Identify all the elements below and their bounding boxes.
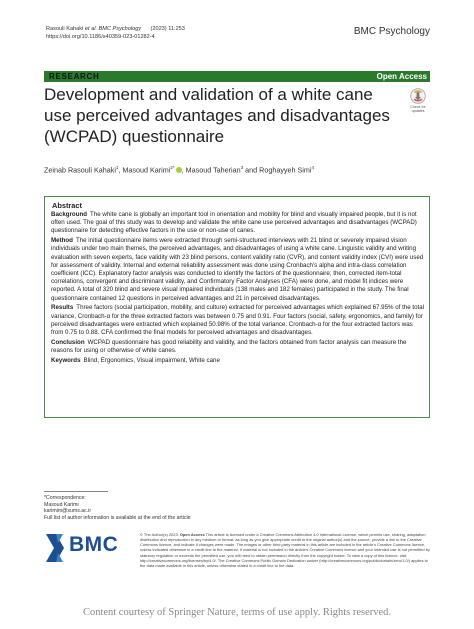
abstract-heading: Abstract <box>52 201 82 210</box>
page-footer: Content courtesy of Springer Nature, terms of use apply. Rights reserved. <box>82 607 392 618</box>
correspondence-block <box>44 495 190 521</box>
check-for-updates-button[interactable] <box>407 88 429 113</box>
author-name: , Masoud Taherian <box>181 165 241 175</box>
section-text: Three factors (social participation, mobility, and culture) extracted for perceived advantages which explained 67.95% of the total variance, Cronbach-α for the three extracted factors was between 0.75 and 0.91. Four factors (social, safety, ergonomics, and family) for perceived disadvantages were extracted which explained 50.98% of the total variance. Cronbach-α for the four extracted factors was from 0.75 to 0.88. CFA confirmed the final models for perceived advantages and disadvantages. <box>51 304 425 337</box>
license-statement <box>140 532 430 568</box>
correspondence-name: Masoud Karimi <box>44 501 79 508</box>
footnote-divider <box>44 491 108 492</box>
license-text: This article is licensed under a Creative Commons Attribution 4.0 International License, which permits use, sharing, adaptation, distribution and reproduction in any medium or format, as long as you give appropriate credit to the original author(s) and the source, provide a link to the Creative Commons licence, and indicate if changes were made. The images or other third party material in this article are included in the article's Creative Commons licence, unless indicated otherwise in a credit line to the material. If material is not included in the article's Creative Commons licence and your intended use is not permitted by statutory regulation or exceeds the permitted use, you will need to obtain permission directly from the copyright holder. To view a copy of this licence, visit http://creativecommons.org/licenses/by/4.0/. The Creative Commons Public Domain Dedication waiver (http://creativecommons.org/publicdomain/zero/1.0/) applies to the data made available in this article, unless otherwise stated in a credit line to the data. <box>140 532 430 568</box>
author-name: , Masoud Karimi <box>118 165 171 175</box>
author-list <box>44 165 314 174</box>
abstract-background <box>51 211 425 236</box>
correspondence-email[interactable]: karimim@sums.ac.ir <box>44 508 92 515</box>
section-text: Blind, Ergonomics, Visual impairment, White cane <box>83 356 220 364</box>
citation-journal: et al. BMC Psychology <box>84 26 142 32</box>
section-text: The white cane is globally an important tool in orientation and mobility for blind and visually impaired people, but it is not often used. The goal of this study was to develop and validate the white cane use perceived advantages and disadvantages (WCPAD) questionnaire for detecting effective factors in the use or non-use of canes. <box>51 211 417 235</box>
article-title: Development and validation of a white cane use perceived advantages and disadvantages (WCPAD) questionnaire <box>44 85 390 146</box>
correspondence-label: *Correspondence: <box>44 495 86 501</box>
author-affiliation: 1 <box>115 165 119 170</box>
abstract-method <box>51 237 425 303</box>
author-affiliation: 2* <box>170 165 175 170</box>
author-name: and Roghayyeh Simi <box>243 165 312 175</box>
bmc-logo-text: BMC <box>69 533 119 556</box>
abstract-keywords <box>51 357 425 365</box>
abstract-conclusion <box>51 339 425 355</box>
section-label: Method <box>51 237 73 245</box>
author-info-note: Full list of author information is available at the end of the article <box>44 514 191 521</box>
section-label: Keywords <box>51 356 81 364</box>
open-access-label: Open Access <box>376 72 427 81</box>
abstract-box <box>44 196 430 418</box>
doi-link[interactable]: https://doi.org/10.1186/s40359-023-01282-4 <box>46 33 155 40</box>
citation-header <box>46 26 185 41</box>
citation-authors: Rasouli Kahaki <box>46 26 85 32</box>
article-type-banner <box>44 71 430 82</box>
citation-year-pages: (2023) 11:253 <box>150 26 185 32</box>
abstract-body <box>51 211 425 367</box>
author-affiliation: 3 <box>240 165 244 170</box>
section-label: Background <box>51 211 88 218</box>
section-label: Conclusion <box>51 338 85 346</box>
section-label: Results <box>51 304 74 312</box>
license-prefix: © The Author(s) 2023. <box>140 532 180 537</box>
author-name: Zeinab Rasouli Kahaki <box>44 165 116 175</box>
author-affiliation: 4 <box>311 165 315 170</box>
section-text: The initial questionnaire items were extracted through semi-structured interviews with 21 blind or severely impaired vision individuals under two main themes, the perceived advantages, and disadvantages of using a white cane. Linguistic validity and writing evaluation with seven experts, face validity with 23 blind persons, content validity ratio (CVR), and content validity index (CVI) were used for assessment of validity. Internal and external reliability assessment was done using Cronbach's alpha and intra-class correlation coefficient (ICC). Explanatory factor analysis was conducted to identify the factors of the questionnaire; then, corrected item-total correlations, convergent and discriminant validity, and Confirmatory Factor Analyses (CFA) were done, and model fit indices were reported. A total of 320 blind and severe visual impaired individuals (138 males and 182 females) participated in the study. The final questionnaire contained 12 questions in perceived advantages and 21 in perceived disadvantages. <box>51 237 424 302</box>
section-text: WCPAD questionnaire has good reliability and validity, and the factors obtained from factor analysis can measure the reasons for using or otherwise of white canes. <box>51 338 407 355</box>
abstract-results <box>51 304 425 337</box>
check-for-updates-label: Check for updates <box>410 105 426 113</box>
journal-name: BMC Psychology <box>353 26 430 37</box>
article-type-label: RESEARCH <box>49 72 100 81</box>
open-access-label: Open Access <box>179 532 205 537</box>
check-for-updates-icon <box>410 88 426 104</box>
